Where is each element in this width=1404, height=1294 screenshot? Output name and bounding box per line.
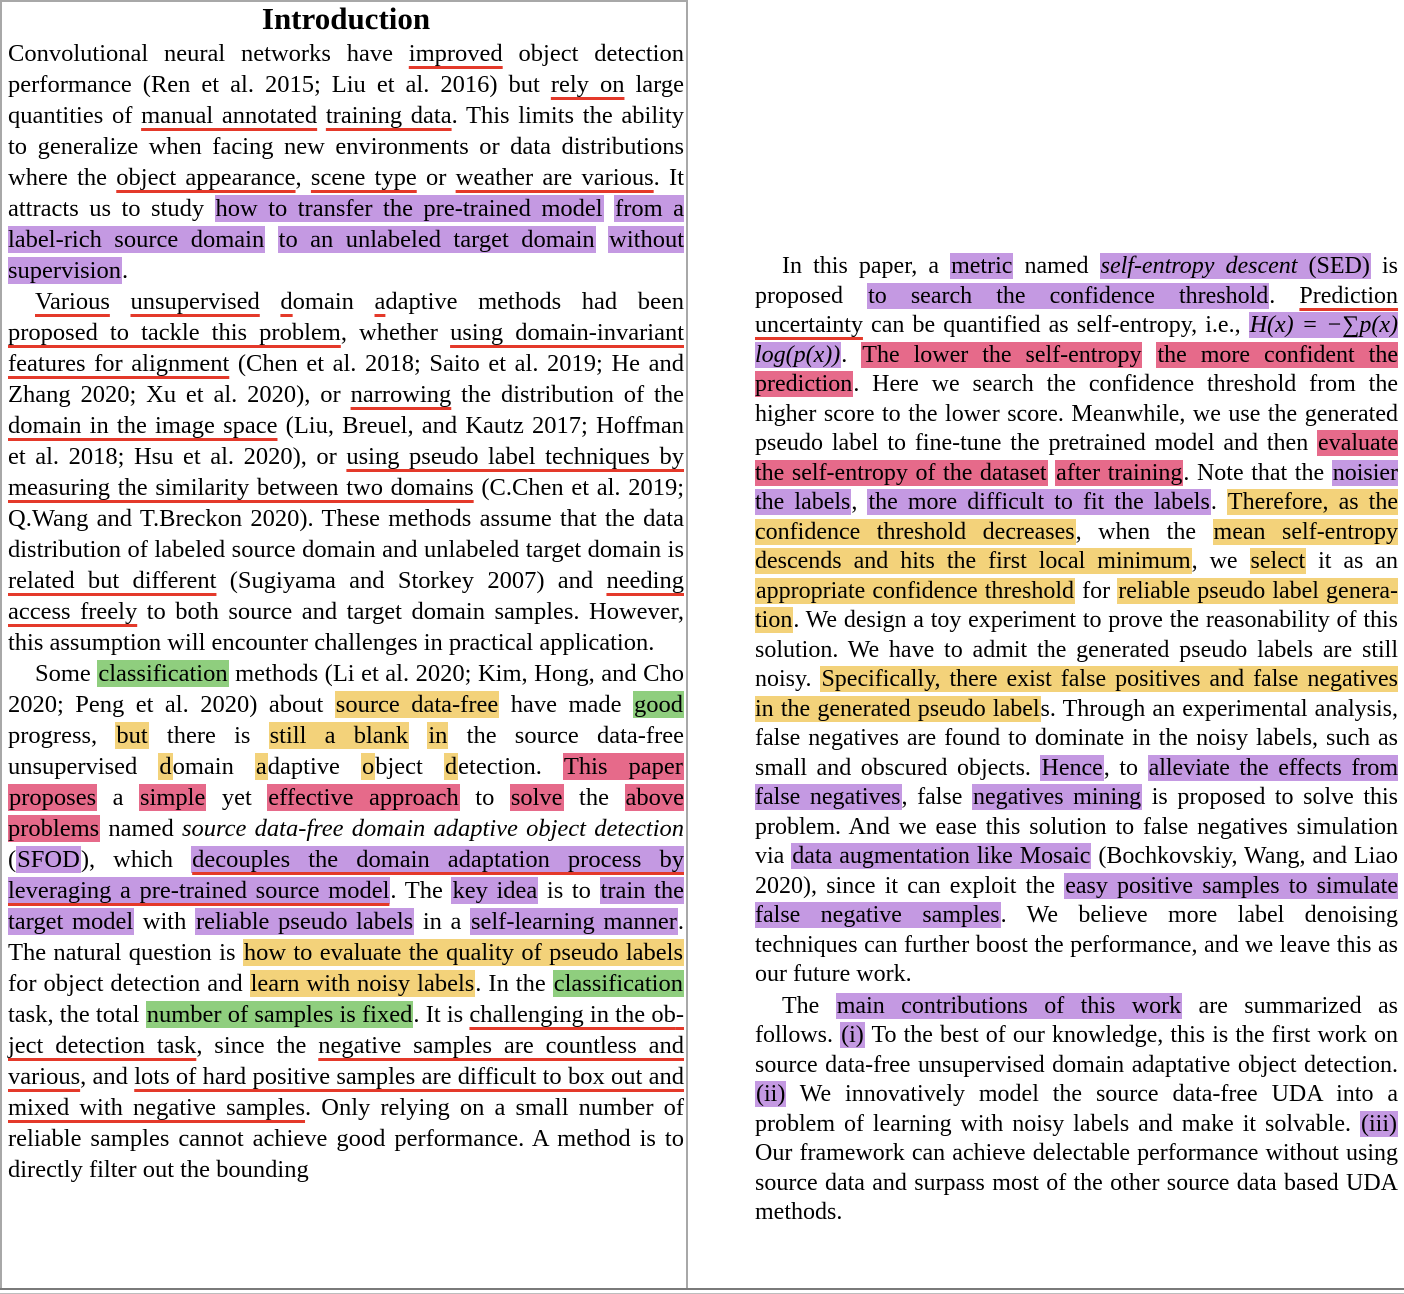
text: the distribution of the xyxy=(451,381,684,408)
text: progress, xyxy=(8,722,116,749)
text: object detection performance (Ren et al. 2015; Liu et al. 2016) but xyxy=(8,40,684,98)
text: . Only relying on a small number of reliable samples cannot achieve good performance. A method is to directly filter out the bounding xyxy=(8,1094,684,1183)
purple-highlight: train the target model xyxy=(8,877,684,935)
underline-annotation: d xyxy=(280,288,293,315)
text: daptive xyxy=(267,753,361,780)
text xyxy=(110,288,131,315)
green-highlight: number of samples is fixed xyxy=(146,1001,413,1028)
text: for xyxy=(1075,577,1118,604)
italic-method-name: source data-free domain adaptive object detection xyxy=(181,815,685,842)
text: bject xyxy=(375,753,444,780)
underline-annotation: negative samples are countless and various xyxy=(8,1032,684,1090)
text: . The natural question is xyxy=(8,908,684,966)
intro-paragraph-1 xyxy=(8,38,684,286)
text: , when the xyxy=(1075,518,1213,545)
text: (Sugiyama and Storkey 2007) and xyxy=(216,567,607,594)
text: . We believe more label denoising techniques can further boost the performance, and we leave this as our future work. xyxy=(755,902,1398,987)
yellow-highlight: a xyxy=(255,753,267,780)
italic-metric-name: self-entropy descent xyxy=(1100,253,1298,279)
underline-annotation: improved xyxy=(408,40,503,67)
text: omain xyxy=(292,288,375,315)
purple-highlight: without supervision xyxy=(8,226,685,284)
text: have made xyxy=(499,691,633,718)
red-highlight: after training xyxy=(1056,459,1183,486)
text: Our framework can achieve delectable performance without using source data and surpass most of the other source data based UDA methods. xyxy=(755,1140,1398,1225)
text: or xyxy=(416,164,456,191)
text: . It attracts us to study xyxy=(8,164,684,222)
method-paragraph xyxy=(755,252,1398,990)
text xyxy=(1142,342,1156,368)
bottom-divider xyxy=(0,1288,1404,1294)
purple-highlight: to an unlabeled target domain xyxy=(278,226,595,253)
yellow-highlight: but xyxy=(116,722,148,749)
underline-annotation: using domain-invariant features for alignment xyxy=(8,319,684,377)
text: in a xyxy=(414,908,470,935)
purple-highlight: easy positive samples to simulate false negative samples xyxy=(755,872,1398,928)
contributions-paragraph xyxy=(755,992,1398,1228)
underline-annotation: manual annotated xyxy=(141,102,318,129)
underline-annotation: narrowing xyxy=(350,381,452,408)
text: yet xyxy=(206,784,268,811)
purple-highlight-underlined: decouples the domain adaptation process by leveraging a pre-trained source model xyxy=(8,846,684,904)
purple-highlight: how to transfer the pre-trained model xyxy=(215,195,603,222)
yellow-highlight: in xyxy=(428,722,448,749)
green-highlight: classification xyxy=(98,660,228,687)
underline-annotation: domain in the image space xyxy=(8,412,278,439)
underline-annotation: training data xyxy=(325,102,452,129)
text: the source data-free unsupervised xyxy=(8,722,684,780)
red-highlight: the more confident the prediction xyxy=(755,341,1398,397)
yellow-highlight: d xyxy=(444,753,458,780)
red-highlight: above problems xyxy=(8,784,684,842)
text: (C.Chen et al. 2019; Q.Wang and T.Breckon 2020). These methods assume that the data distribution of labeled source domain and unlabeled target domain is xyxy=(8,474,685,563)
left-column xyxy=(8,0,684,1185)
purple-highlight: from a label-rich source domain xyxy=(8,195,685,253)
text: . It is xyxy=(413,1001,470,1028)
purple-highlight: the more difficult to fit the labels xyxy=(868,489,1210,515)
underline-annotation: scene type xyxy=(310,164,417,191)
text: , false xyxy=(901,784,972,810)
text: s. Through an experimental analysis, false negatives are found to dominate in the noisy labels, such as small and obscured objects. xyxy=(755,695,1398,781)
text: with xyxy=(134,908,195,935)
text: is to xyxy=(538,877,600,904)
text: is proposed xyxy=(755,253,1398,309)
intro-paragraph-3 xyxy=(8,658,684,1185)
section-title: Introduction xyxy=(261,1,431,36)
purple-highlight: main contributions of this work xyxy=(836,992,1182,1019)
purple-highlight: reliable pseudo labels xyxy=(195,908,414,935)
underline-annotation: related but different xyxy=(8,567,217,594)
underline-annotation: needing xyxy=(606,567,684,594)
green-highlight: classification xyxy=(553,970,683,997)
text: task, the total xyxy=(8,1001,146,1028)
text: ( xyxy=(8,846,17,873)
text xyxy=(260,288,281,315)
red-highlight: effective approach xyxy=(268,784,459,811)
text: named xyxy=(1013,253,1100,279)
yellow-highlight: o xyxy=(361,753,375,780)
text: , we xyxy=(1191,548,1250,574)
yellow-highlight: select xyxy=(1250,548,1306,574)
underline-annotation: rely on xyxy=(550,71,625,98)
purple-highlight: key idea xyxy=(452,877,538,904)
text: Convolutional neural networks have xyxy=(8,40,409,67)
purple-highlight: metric xyxy=(951,253,1013,279)
yellow-highlight: Therefore, as the confidence threshold decreases xyxy=(755,489,1399,545)
underline-annotation: unsupervised xyxy=(130,288,260,315)
text xyxy=(409,722,427,749)
text xyxy=(604,195,614,222)
text: the xyxy=(563,784,625,811)
underline-annotation: access freely xyxy=(8,598,138,625)
purple-highlight: (iii) xyxy=(1361,1110,1397,1137)
text: (Bochkovskiy, Wang, and Liao 2020), since it can exploit the xyxy=(755,843,1399,899)
green-highlight: good xyxy=(633,691,683,718)
underline-annotation: using pseudo label techniques by measuring the similarity between two domains xyxy=(8,443,684,501)
text: , xyxy=(851,489,868,515)
text: etection. xyxy=(458,753,563,780)
underline-annotation: proposed to tackle this problem xyxy=(8,319,341,346)
text: , whether xyxy=(340,319,451,346)
text: Some xyxy=(35,660,98,687)
underline-annotation: Prediction uncertainty xyxy=(755,282,1399,338)
purple-highlight: to search the confidence threshold xyxy=(868,282,1269,309)
yellow-highlight: d xyxy=(159,753,172,780)
underline-annotation: object appearance xyxy=(116,164,296,191)
text: . xyxy=(121,257,129,284)
text: , to xyxy=(1103,754,1148,781)
text: (Chen et al. 2018; Saito et al. 2019; He and Zhang 2020; Xu et al. 2020), or xyxy=(8,350,684,408)
purple-highlight: noisier the labels xyxy=(755,459,1399,515)
yellow-highlight: how to evaluate the quality of pseudo labels xyxy=(243,939,683,966)
purple-highlight-formula: H(x) = −∑p(x) log(p(x)) xyxy=(755,312,1399,368)
text: to both source and target domain samples. However, this assumption will encounter challenges in practical application. xyxy=(8,598,684,656)
text xyxy=(317,102,326,129)
text: , xyxy=(295,164,311,191)
text: . Note that the xyxy=(1183,459,1332,486)
text: can be quantified as self-entropy, i.e., xyxy=(862,312,1249,338)
text: The xyxy=(782,992,836,1019)
purple-highlight: (i) xyxy=(841,1022,864,1048)
text: . Here we search the confidence threshold from the higher score to the lower score. Meanwhile, we use the generated pseudo label to fine-tune the pretrained model and then xyxy=(755,371,1398,456)
yellow-highlight: mean self-entropy descends and hits the first local minimum xyxy=(755,518,1398,574)
text xyxy=(596,226,608,253)
text: , since the xyxy=(196,1032,319,1059)
text: . In the xyxy=(475,970,553,997)
text: omain xyxy=(172,753,255,780)
text xyxy=(265,226,277,253)
purple-highlight xyxy=(1100,253,1371,279)
text: for object detection and xyxy=(8,970,250,997)
text: to xyxy=(459,784,510,811)
red-highlight: evaluate the self-entropy of the dataset xyxy=(755,430,1398,486)
text: there is xyxy=(148,722,269,749)
text: . xyxy=(1210,489,1227,515)
red-highlight: simple xyxy=(139,784,206,811)
text: (Liu, Breuel, and Kautz 2017; Hoffman et al. 2018; Hsu et al. 2020), or xyxy=(8,412,684,470)
purple-highlight: negatives mining xyxy=(972,784,1142,810)
yellow-highlight: still a blank xyxy=(269,722,409,749)
text: . xyxy=(1269,282,1300,309)
underline-annotation: lots of hard positive samples are difficult to box out and mixed with negative samples xyxy=(8,1063,684,1121)
text: In this paper, a xyxy=(782,253,951,279)
yellow-highlight: Specifically, there exist false positives and false negatives in the generated pseudo label xyxy=(755,666,1398,722)
red-highlight: solve xyxy=(510,784,563,811)
text: ), which xyxy=(80,846,192,873)
intro-paragraph-2 xyxy=(8,286,684,658)
text: methods (Li et al. 2020; Kim, Hong, and Cho 2020; Peng et al. 2020) about xyxy=(8,660,684,718)
text: To the best of our knowledge, this is the first work on source data-free unsupervised domain adaptative object detection. xyxy=(755,1022,1399,1078)
purple-highlight: SFOD xyxy=(17,846,80,873)
purple-highlight: Hence xyxy=(1041,754,1103,781)
underline-annotation: a xyxy=(374,288,386,315)
purple-highlight: alleviate the effects from false negatives xyxy=(755,754,1398,810)
purple-highlight: (ii) xyxy=(756,1081,786,1107)
yellow-highlight: learn with noisy labels xyxy=(250,970,475,997)
yellow-highlight: source data-free xyxy=(335,691,499,718)
text: daptive methods had been xyxy=(385,288,684,315)
red-highlight: proposes xyxy=(9,784,97,811)
red-highlight: The lower the self-entropy xyxy=(862,341,1142,368)
text: . The xyxy=(390,877,452,904)
right-column xyxy=(755,252,1398,1228)
text: . We design a toy experiment to prove the reasonability of this solution. We have to admit the generated pseudo labels are still noisy. xyxy=(755,607,1398,692)
underline-annotation: challenging in the object detection task xyxy=(8,1001,684,1059)
underline-annotation: Various xyxy=(35,288,110,315)
text: named xyxy=(100,815,182,842)
red-highlight: This paper xyxy=(563,753,683,780)
text: is proposed to solve this problem. And we ease this solution to false negatives simulation via xyxy=(755,784,1399,869)
underline-annotation: weather are various xyxy=(455,164,654,191)
purple-highlight: self-learning manner xyxy=(470,908,677,935)
yellow-highlight: appropriate confidence threshold xyxy=(756,577,1075,604)
text: . This limits the ability to generalize when facing new environments or data distributions where the xyxy=(8,102,685,191)
text: (SED) xyxy=(1297,253,1370,279)
purple-highlight: data augmentation like Mosaic xyxy=(792,843,1091,869)
text: a xyxy=(97,784,139,811)
text: large quantities of xyxy=(8,71,684,129)
text: We innovatively model the source data-free UDA into a problem of learning with noisy labels and make it solvable. xyxy=(755,1081,1398,1137)
yellow-highlight: reliable pseudo label generation xyxy=(755,577,1398,633)
text: are summarized as follows. xyxy=(755,992,1399,1048)
text: . xyxy=(841,341,862,368)
text: , and xyxy=(80,1063,135,1090)
text: it as an xyxy=(1306,548,1399,574)
